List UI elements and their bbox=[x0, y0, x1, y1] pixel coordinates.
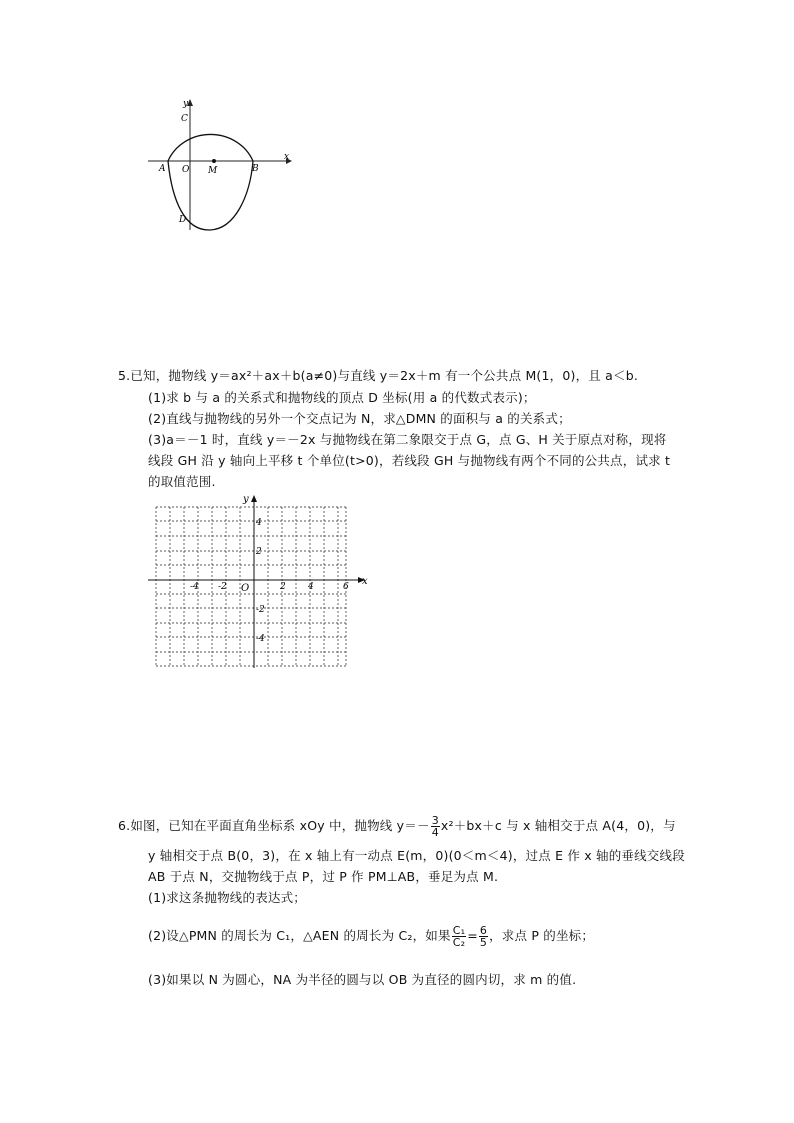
grid-y-axis-arrow bbox=[251, 495, 257, 502]
fraction-five: 5 bbox=[479, 936, 488, 949]
problem6-stem-part2: x²＋bx＋c 与 x 轴相交于点 A(4，0)，与 bbox=[440, 818, 676, 833]
fraction-c1-c2 bbox=[452, 925, 467, 948]
tick-x-neg2: -2 bbox=[218, 582, 227, 592]
upper-semicircle bbox=[168, 134, 253, 161]
tick-y-neg2: -2 bbox=[256, 605, 265, 615]
grid-label-y: y bbox=[243, 494, 249, 505]
figure-coordinate-grid bbox=[146, 492, 378, 670]
problem6-stem-line3: AB 于点 N，交抛物线于点 P，过 P 作 PM⊥AB，垂足为点 M. bbox=[148, 869, 499, 884]
problem5-q3-line2: 线段 GH 沿 y 轴向上平移 t 个单位(t>0)，若线段 GH 与抛物线有两个不同的公共点，试求 t bbox=[148, 453, 671, 468]
problem6-q2-part1: (2)设△PMN 的周长为 C₁，△AEN 的周长为 C₂，如果 bbox=[148, 928, 451, 943]
fraction-denominator: 4 bbox=[431, 826, 439, 839]
label-m: M bbox=[208, 166, 218, 176]
fraction-six: 6 bbox=[479, 924, 488, 937]
problem5-q3-line1: (3)a＝－1 时，直线 y＝－2x 与抛物线在第二象限交于点 G，点 G、H 关于原点对称，现将 bbox=[148, 432, 667, 447]
label-y: y bbox=[183, 99, 189, 109]
tick-y-2: 2 bbox=[256, 547, 262, 557]
problem6-q2 bbox=[148, 925, 594, 948]
problem5-q1: (1)求 b 与 a 的关系式和抛物线的顶点 D 坐标(用 a 的代数式表示)； bbox=[148, 390, 536, 405]
label-x: x bbox=[284, 152, 290, 162]
label-o: O bbox=[182, 165, 190, 175]
problem6-stem-line1 bbox=[118, 815, 676, 838]
label-d: D bbox=[179, 215, 187, 225]
tick-x-neg4: -4 bbox=[190, 582, 199, 592]
problem6-q1: (1)求这条抛物线的表达式； bbox=[148, 890, 307, 905]
point-m bbox=[212, 159, 216, 163]
tick-y-neg4: -4 bbox=[256, 634, 265, 644]
grid-label-origin: O bbox=[241, 583, 250, 594]
fraction-c1: C₁ bbox=[452, 924, 466, 937]
fraction-six-fifths bbox=[479, 925, 488, 948]
problem6-q2-part2: ，求点 P 的坐标； bbox=[489, 928, 595, 943]
problem6-stem-line2: y 轴相交于点 B(0，3)，在 x 轴上有一动点 E(m，0)(0＜m＜4)，过点 E 作 x 轴的垂线交线段 bbox=[148, 848, 685, 863]
problem5-q2: (2)直线与抛物线的另外一个交点记为 N，求△DMN 的面积与 a 的关系式； bbox=[148, 411, 571, 426]
problem5-q3-line3: 的取值范围. bbox=[148, 474, 216, 489]
tick-y-4: 4 bbox=[256, 518, 262, 528]
label-c: C bbox=[181, 114, 188, 124]
problem5-stem: 5.已知，抛物线 y＝ax²＋ax＋b(a≠0)与直线 y＝2x＋m 有一个公共点 M(1，0)，且 a＜b. bbox=[118, 368, 639, 383]
label-a: A bbox=[159, 164, 166, 174]
equals-sign: = bbox=[467, 928, 478, 943]
figure-egg-curve bbox=[140, 96, 300, 236]
tick-x-6: 6 bbox=[343, 582, 349, 592]
problem6-stem-part1: 6.如图，已知在平面直角坐标系 xOy 中，抛物线 y＝－ bbox=[118, 818, 430, 833]
tick-x-4: 4 bbox=[308, 582, 314, 592]
tick-x-2: 2 bbox=[280, 582, 286, 592]
problem6-q3: (3)如果以 N 为圆心，NA 为半径的圆与以 OB 为直径的圆内切，求 m 的值. bbox=[148, 972, 577, 987]
fraction-c2: C₂ bbox=[452, 936, 466, 949]
label-b: B bbox=[252, 164, 259, 174]
fraction-three-quarters bbox=[431, 815, 440, 838]
fraction-numerator: 3 bbox=[431, 814, 439, 827]
grid-label-x: x bbox=[362, 576, 368, 587]
